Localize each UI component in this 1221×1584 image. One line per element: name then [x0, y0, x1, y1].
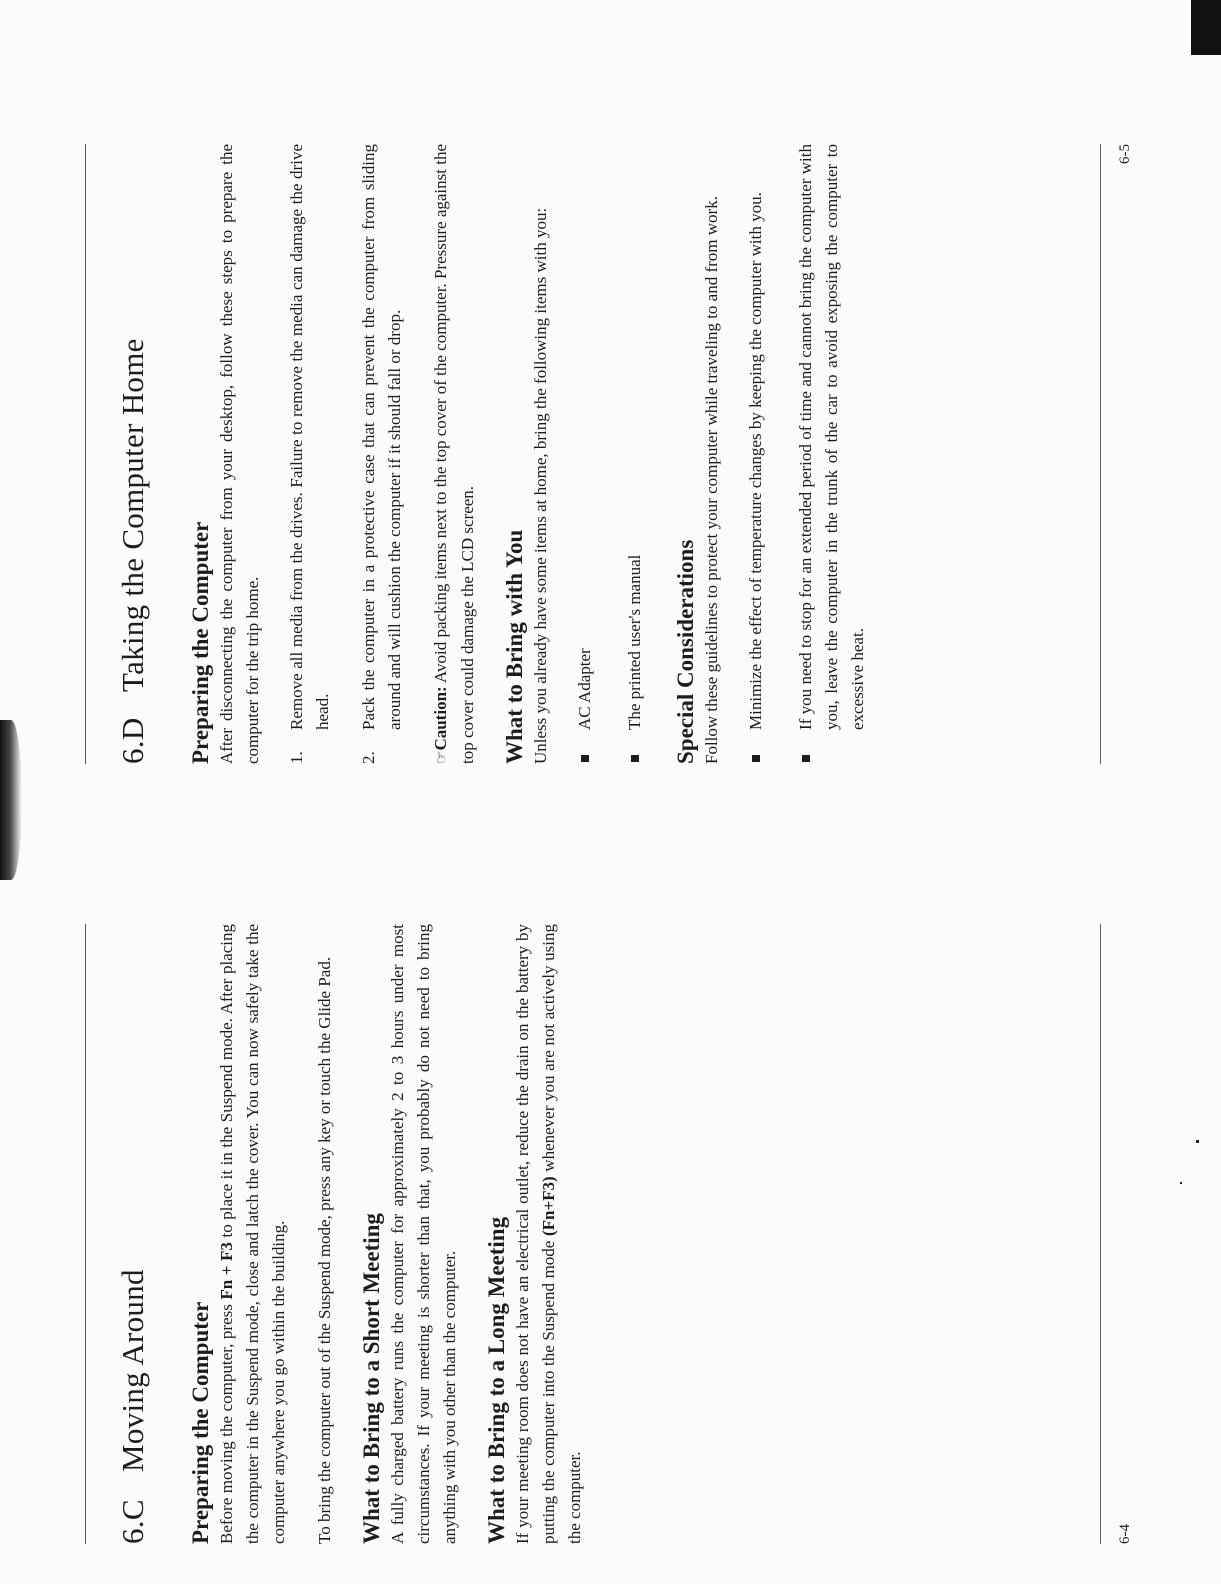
paragraph	[214, 924, 292, 1544]
list-item-text: The printed user's manual	[625, 554, 644, 730]
subheading: What to Bring to a Long Meeting	[484, 1216, 509, 1544]
text-run: whenever you are not actively using the computer.	[539, 924, 584, 1544]
paragraph: After disconnecting the computer from your desktop, follow these steps to prepare the computer for the trip home.	[217, 144, 262, 764]
key-combo: (Fn+F3)	[539, 1176, 558, 1237]
paragraph: To bring the computer out of the Suspend mode, press any key or touch the Glide Pad.	[315, 956, 334, 1544]
bullet-square-icon	[802, 755, 810, 762]
bullet-square-icon	[631, 755, 639, 762]
section-number: 6.D	[115, 717, 150, 764]
caution-label: Caution:	[431, 686, 450, 751]
subheading: Preparing the Computer	[188, 521, 213, 764]
key-combo: Fn + F3	[217, 1242, 236, 1300]
list-item-text: AC Adapter	[575, 648, 594, 730]
caution-text: Avoid packing items next to the top cover of the computer. Pressure against the top cover could damage the LCD screen.	[431, 144, 477, 764]
bullet-square-icon	[581, 755, 589, 762]
text-run: If your meeting room does not have an electrical outlet, reduce the drain on the battery by putting the computer into the Suspend mode	[513, 924, 558, 1544]
preparing-section	[187, 924, 292, 1544]
list-item-text: If you need to stop for an extended period of time and cannot bring the computer with you, leave the computer in the trunk of the car to avoid exposing the computer to excessive heat.	[796, 144, 867, 730]
pointing-hand-icon: ☞	[434, 750, 450, 764]
preparing-section	[187, 144, 408, 764]
step-text: Remove all media from the drives. Failure to remove the media can damage the drive head.	[287, 144, 332, 730]
list-item	[284, 144, 336, 764]
list-item	[356, 144, 408, 764]
step-text: Pack the computer in a protective case that can prevent the computer from sliding around and will cushion the computer if it should fall or drop.	[359, 144, 404, 730]
section-title: Taking the Computer Home	[115, 338, 150, 692]
bring-list	[572, 144, 648, 764]
page-content	[115, 924, 608, 1544]
step-marker: 2.	[359, 751, 378, 764]
paragraph: Follow these guidelines to protect your computer while traveling to and from work.	[702, 196, 721, 764]
page-number: 6-5	[1117, 144, 1133, 164]
page-content	[115, 144, 895, 764]
page-number: 6-4	[1117, 1524, 1133, 1544]
wake-block	[312, 924, 338, 1544]
section-heading	[115, 144, 151, 764]
special-list	[743, 144, 871, 764]
caution-note	[428, 144, 481, 764]
long-meeting-section	[483, 924, 588, 1544]
bring-section	[501, 144, 648, 764]
section-heading	[115, 924, 151, 1544]
bullet-square-icon	[752, 755, 760, 762]
subheading: What to Bring with You	[502, 529, 527, 764]
subheading: What to Bring to a Short Meeting	[359, 1213, 384, 1544]
list-item	[622, 144, 648, 764]
paragraph: Unless you already have some items at home, bring the following items with you:	[531, 207, 550, 764]
list-item	[572, 144, 598, 764]
section-title: Moving Around	[115, 1269, 150, 1472]
paragraph	[510, 924, 588, 1544]
section-number: 6.C	[115, 1499, 150, 1544]
header-rule	[85, 924, 86, 1544]
paragraph: A fully charged battery runs the computer for approximately 2 to 3 hours under most circumstances. If your meeting is shorter than that, you probably do not need to bring anything with you other than the computer.	[388, 924, 459, 1544]
text-run: to place it in the Suspend mode. After placing the computer in the Suspend mode, close and latch the cover. You can now safely take the computer anywhere you go within the building.	[217, 924, 288, 1544]
footer-rule	[1100, 144, 1101, 764]
list-item	[743, 144, 769, 764]
short-meeting-section	[358, 924, 463, 1544]
steps-list	[284, 144, 408, 764]
subheading: Special Considerations	[673, 539, 698, 764]
footer-rule	[1100, 924, 1101, 1544]
subheading: Preparing the Computer	[188, 1301, 213, 1544]
special-section	[672, 144, 871, 764]
text-run: Before moving the computer, press	[217, 1299, 236, 1544]
list-item	[793, 144, 871, 764]
list-item-text: Minimize the effect of temperature changes by keeping the computer with you.	[746, 192, 765, 730]
header-rule	[85, 144, 86, 764]
step-marker: 1.	[287, 751, 306, 764]
